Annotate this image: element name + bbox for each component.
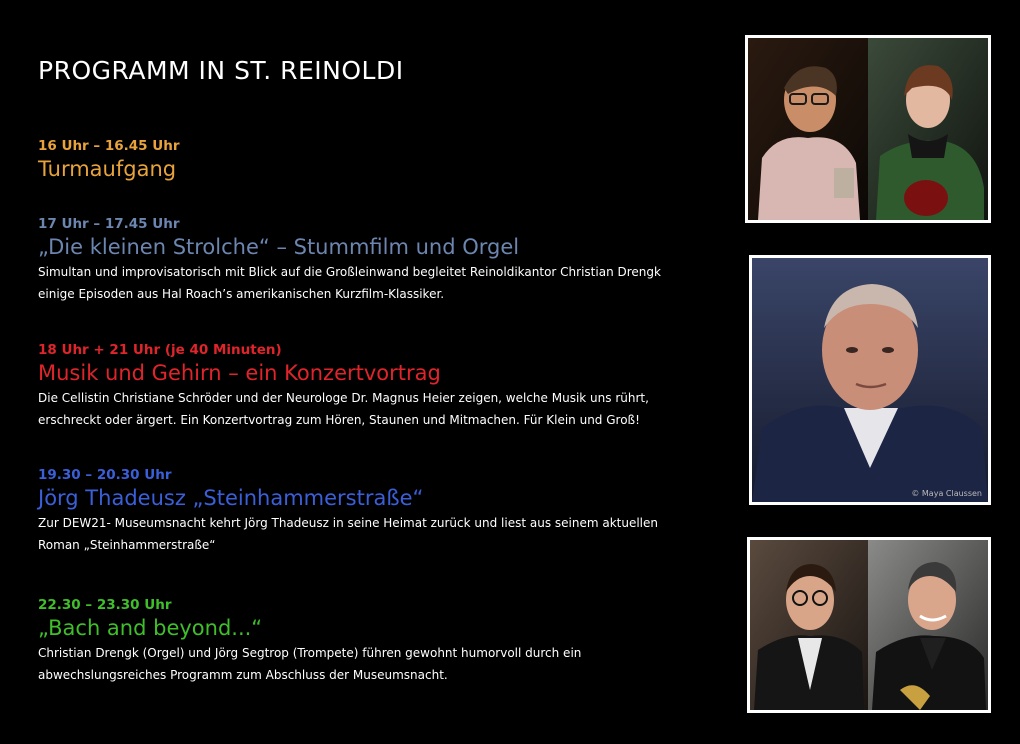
- event-time: 22.30 – 23.30 Uhr: [38, 597, 172, 613]
- event-title: Jörg Thadeusz „Steinhammerstraße“: [38, 486, 424, 510]
- event-time: 18 Uhr + 21 Uhr (je 40 Minuten): [38, 342, 282, 358]
- event-time: 17 Uhr – 17.45 Uhr: [38, 216, 180, 232]
- event-time: 19.30 – 20.30 Uhr: [38, 467, 172, 483]
- event-stummfilm: [38, 215, 688, 305]
- event-time: 16 Uhr – 16.45 Uhr: [38, 138, 180, 154]
- photo-drengk-segtrop: [747, 537, 991, 713]
- photo-credit: © Maya Claussen: [911, 489, 982, 498]
- event-title: Turmaufgang: [38, 157, 177, 181]
- portrait-musicians-image: [750, 540, 988, 710]
- page-title: PROGRAMM IN ST. REINOLDI: [38, 56, 404, 85]
- portrait-duo-image: [748, 38, 988, 220]
- event-description: Die Cellistin Christiane Schröder und der Neurologe Dr. Magnus Heier zeigen, welche Musik uns rührt, erschreckt oder ärgert. Ein Konzertvortrag zum Hören, Staunen und Mitmachen. Für Klein und Groß!: [38, 391, 649, 427]
- event-description: Simultan und improvisatorisch mit Blick auf die Großleinwand begleitet Reinoldikantor Christian Drengk einige Episoden aus Hal Roach’s amerikanischen Kurzfilm-Klassiker.: [38, 265, 661, 301]
- event-konzertvortrag: [38, 341, 688, 431]
- photo-schroeder-heier: [745, 35, 991, 223]
- event-thadeusz: [38, 466, 688, 556]
- photo-thadeusz: [749, 255, 991, 505]
- event-title: „Bach and beyond...“: [38, 616, 263, 640]
- event-description: Christian Drengk (Orgel) und Jörg Segtrop (Trompete) führen gewohnt humorvoll durch ein abwechslungsreiches Programm zum Abschluss der Museumsnacht.: [38, 646, 582, 682]
- portrait-man-image: [752, 258, 988, 502]
- event-turmaufgang: [38, 137, 688, 183]
- event-bach-and-beyond: [38, 596, 688, 686]
- event-description: Zur DEW21- Museumsnacht kehrt Jörg Thadeusz in seine Heimat zurück und liest aus seinem aktuellen Roman „Steinhammerstraße“: [38, 516, 658, 552]
- event-title: Musik und Gehirn – ein Konzertvortrag: [38, 361, 441, 385]
- event-title: „Die kleinen Strolche“ – Stummfilm und Orgel: [38, 235, 520, 259]
